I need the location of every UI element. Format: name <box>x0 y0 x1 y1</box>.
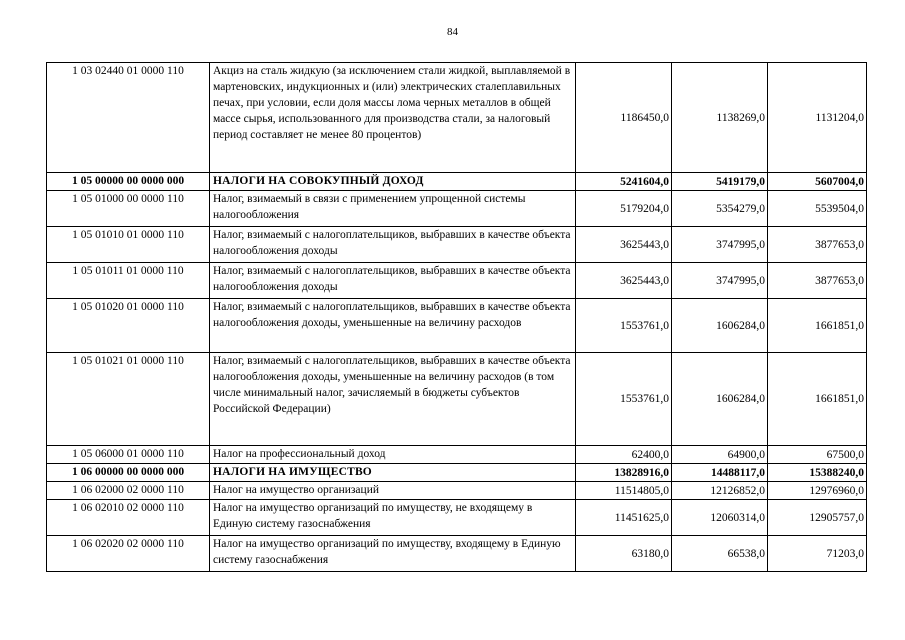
value-year-2: 5419179,0 <box>672 173 768 191</box>
revenue-name: Налог на профессиональный доход <box>210 446 576 464</box>
value-year-1: 13828916,0 <box>576 464 672 482</box>
budget-code: 1 05 01011 01 0000 110 <box>47 263 210 299</box>
revenue-name: Акциз на сталь жидкую (за исключением стали жидкой, выплавляемой в мартеновских, индукционных и (или) электрических сталеплавильных печах, при условии, если доля массы лома черных металлов в общей массе сырья, использованного для производства стали, за налоговый период составляет не менее 80 процентов) <box>210 63 576 173</box>
value-year-2: 12126852,0 <box>672 482 768 500</box>
budget-code: 1 05 01021 01 0000 110 <box>47 353 210 446</box>
value-year-2: 3747995,0 <box>672 227 768 263</box>
budget-code: 1 03 02440 01 0000 110 <box>47 63 210 173</box>
value-year-2: 12060314,0 <box>672 500 768 536</box>
budget-code: 1 06 02020 02 0000 110 <box>47 536 210 572</box>
revenue-name: НАЛОГИ НА ИМУЩЕСТВО <box>210 464 576 482</box>
value-year-1: 11514805,0 <box>576 482 672 500</box>
value-year-3: 67500,0 <box>768 446 867 464</box>
value-year-2: 66538,0 <box>672 536 768 572</box>
table-row <box>47 446 867 464</box>
budget-code: 1 05 01000 00 0000 110 <box>47 191 210 227</box>
value-year-1: 5241604,0 <box>576 173 672 191</box>
revenue-name: Налог, взимаемый с налогоплательщиков, выбравших в качестве объекта налогообложения доходы, уменьшенные на величину расходов <box>210 299 576 353</box>
value-year-3: 15388240,0 <box>768 464 867 482</box>
table-row <box>47 63 867 173</box>
value-year-3: 1661851,0 <box>768 353 867 446</box>
table-row <box>47 482 867 500</box>
table-row <box>47 464 867 482</box>
value-year-2: 1606284,0 <box>672 299 768 353</box>
revenue-name: НАЛОГИ НА СОВОКУПНЫЙ ДОХОД <box>210 173 576 191</box>
value-year-3: 1661851,0 <box>768 299 867 353</box>
table-row <box>47 263 867 299</box>
budget-code: 1 05 00000 00 0000 000 <box>47 173 210 191</box>
table-row <box>47 500 867 536</box>
value-year-1: 1553761,0 <box>576 353 672 446</box>
value-year-3: 3877653,0 <box>768 227 867 263</box>
value-year-3: 5607004,0 <box>768 173 867 191</box>
page-number: 84 <box>447 26 458 38</box>
value-year-1: 1553761,0 <box>576 299 672 353</box>
value-year-2: 3747995,0 <box>672 263 768 299</box>
budget-code: 1 05 06000 01 0000 110 <box>47 446 210 464</box>
value-year-3: 12976960,0 <box>768 482 867 500</box>
budget-code: 1 06 00000 00 0000 000 <box>47 464 210 482</box>
value-year-2: 5354279,0 <box>672 191 768 227</box>
revenue-name: Налог на имущество организаций по имуществу, не входящему в Единую систему газоснабжения <box>210 500 576 536</box>
value-year-1: 3625443,0 <box>576 227 672 263</box>
value-year-1: 3625443,0 <box>576 263 672 299</box>
table-row <box>47 536 867 572</box>
table-row <box>47 191 867 227</box>
revenue-name: Налог, взимаемый с налогоплательщиков, выбравших в качестве объекта налогообложения доходы, уменьшенные на величину расходов (в том числе минимальный налог, зачисляемый в бюджеты субъектов Российской Федерации) <box>210 353 576 446</box>
value-year-1: 63180,0 <box>576 536 672 572</box>
revenue-name: Налог на имущество организаций по имуществу, входящему в Единую систему газоснабжения <box>210 536 576 572</box>
table-row <box>47 353 867 446</box>
revenue-name: Налог на имущество организаций <box>210 482 576 500</box>
value-year-3: 3877653,0 <box>768 263 867 299</box>
table-row <box>47 173 867 191</box>
budget-code: 1 05 01020 01 0000 110 <box>47 299 210 353</box>
value-year-3: 1131204,0 <box>768 63 867 173</box>
revenue-table <box>46 62 867 572</box>
value-year-2: 14488117,0 <box>672 464 768 482</box>
revenue-name: Налог, взимаемый в связи с применением упрощенной системы налогообложения <box>210 191 576 227</box>
value-year-3: 5539504,0 <box>768 191 867 227</box>
revenue-name: Налог, взимаемый с налогоплательщиков, выбравших в качестве объекта налогообложения доходы <box>210 263 576 299</box>
value-year-1: 1186450,0 <box>576 63 672 173</box>
table-row <box>47 299 867 353</box>
value-year-1: 62400,0 <box>576 446 672 464</box>
value-year-3: 12905757,0 <box>768 500 867 536</box>
value-year-2: 64900,0 <box>672 446 768 464</box>
budget-code: 1 06 02010 02 0000 110 <box>47 500 210 536</box>
value-year-2: 1138269,0 <box>672 63 768 173</box>
value-year-1: 11451625,0 <box>576 500 672 536</box>
value-year-1: 5179204,0 <box>576 191 672 227</box>
value-year-3: 71203,0 <box>768 536 867 572</box>
value-year-2: 1606284,0 <box>672 353 768 446</box>
table-row <box>47 227 867 263</box>
revenue-name: Налог, взимаемый с налогоплательщиков, выбравших в качестве объекта налогообложения доходы <box>210 227 576 263</box>
budget-code: 1 06 02000 02 0000 110 <box>47 482 210 500</box>
budget-code: 1 05 01010 01 0000 110 <box>47 227 210 263</box>
